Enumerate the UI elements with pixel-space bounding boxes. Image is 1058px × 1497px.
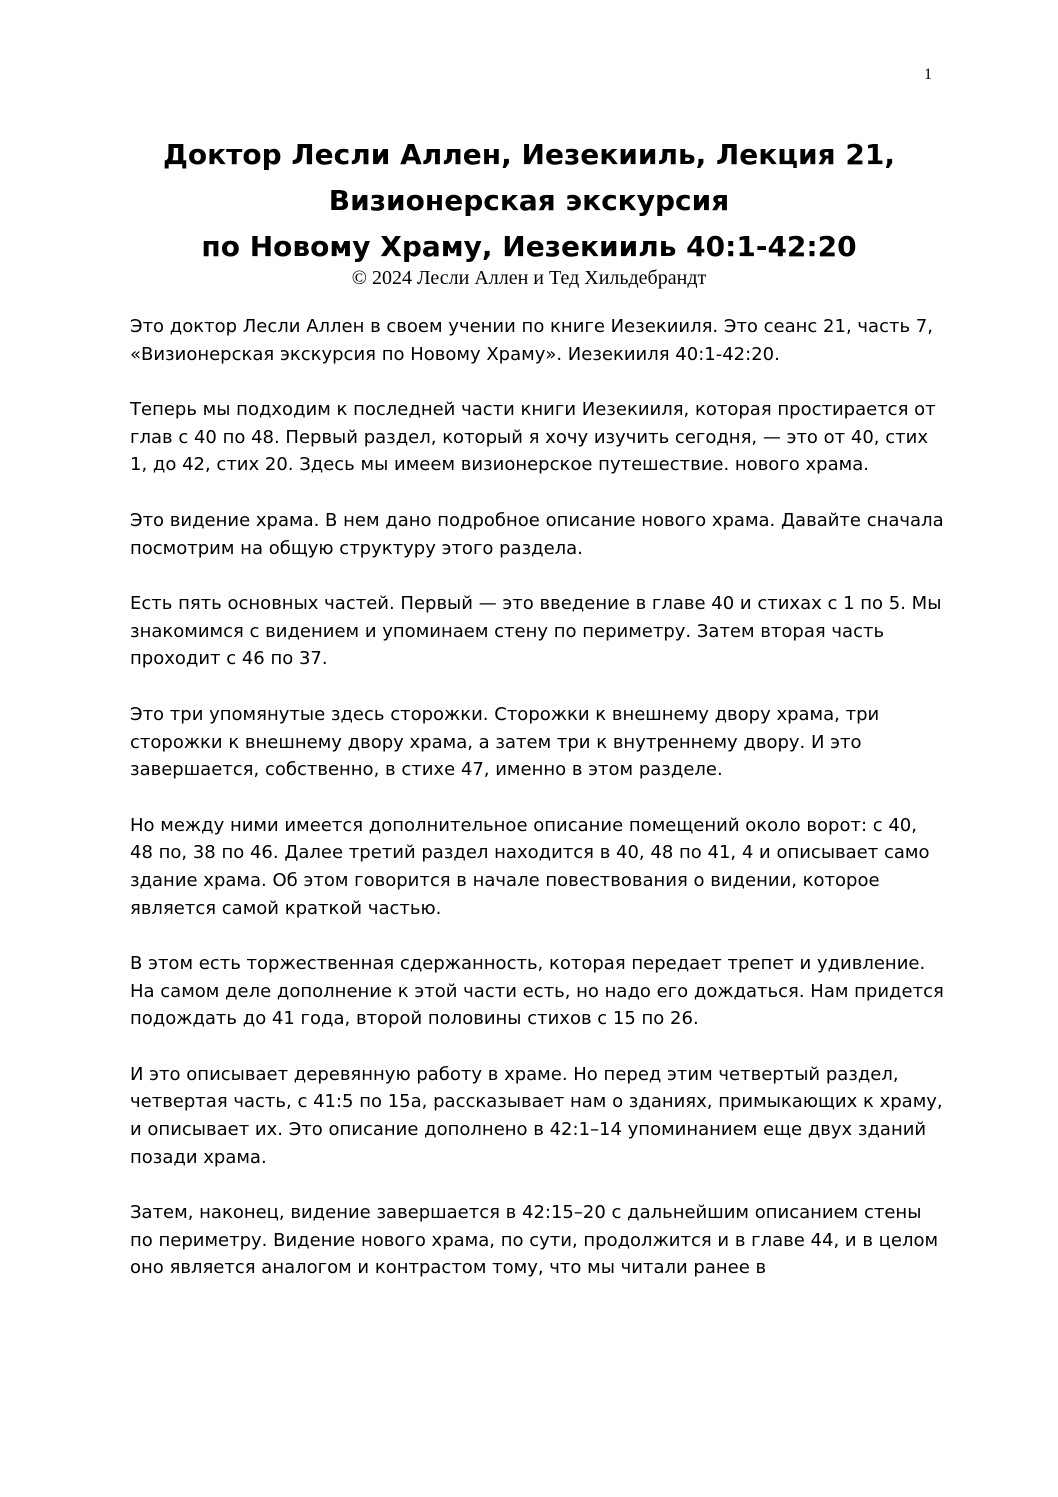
paragraph: Это видение храма. В нем дано подробное описание нового храма. Давайте сначала посмотрим на общую структуру этого раздела.	[130, 509, 944, 559]
paragraph: Это доктор Лесли Аллен в своем учении по книге Иезекииля. Это сеанс 21, часть 7, «Визионерская экскурсия по Новому Храму». Иезекииля 40:1-42:20.	[130, 316, 933, 365]
paragraph: Есть пять основных частей. Первый — это введение в главе 40 и стихах с 1 по 5. Мы знакомимся с видением и упоминаем стену по периметру. Затем вторая часть проходит с 46 по 37.	[130, 593, 942, 670]
title-line: Визионерская экскурсия	[328, 184, 730, 217]
paragraph: Но между ними имеется дополнительное описание помещений около ворот: с 40, 48 по, 38 по 46. Далее третий раздел находится в 40, 48 по 41, 4 и описывает само здание храма. Об этом говорится в начале повествования о видении, которое является самой краткой частью.	[130, 814, 930, 919]
title-line: Доктор Лесли Аллен, Иезекииль, Лекция 21,	[162, 138, 896, 171]
body-text	[130, 313, 945, 1310]
paragraph: И это описывает деревянную работу в храме. Но перед этим четвертый раздел, четвертая часть, с 41:5 по 15а, рассказывает нам о зданиях, примыкающих к храму, и описывает их. Это описание дополнено в 42:1–14 упоминанием еще двух зданий позади храма.	[130, 1063, 943, 1168]
paragraph: Затем, наконец, видение завершается в 42:15–20 с дальнейшим описанием стены по периметру. Видение нового храма, по сути, продолжится и в главе 44, и в целом оно является аналогом и контрастом тому, что мы читали ранее в	[130, 1202, 939, 1279]
title-block	[100, 132, 958, 290]
paragraph: В этом есть торжественная сдержанность, которая передает трепет и удивление. На самом деле дополнение к этой части есть, но надо его дождаться. Нам придется подождать до 41 года, второй половины стихов с 15 по 26.	[130, 953, 944, 1030]
paragraph: Это три упомянутые здесь сторожки. Сторожки к внешнему двору храма, три сторожки к внешнему двору храма, а затем три к внутреннему двору. И это завершается, собственно, в стихе 47, именно в этом разделе.	[130, 703, 880, 781]
paragraph: Теперь мы подходим к последней части книги Иезекииля, которая простирается от глав с 40 по 48. Первый раздел, который я хочу изучить сегодня, — это от 40, стих 1, до 42, стих 20. Здесь мы имеем визионерское путешествие. нового храма.	[130, 399, 936, 476]
copyright-notice: © 2024 Лесли Аллен и Тед Хильдебрандт	[351, 267, 707, 289]
page-number: 1	[924, 66, 932, 83]
title-line: по Новому Храму, Иезекииль 40:1-42:20	[201, 230, 857, 263]
